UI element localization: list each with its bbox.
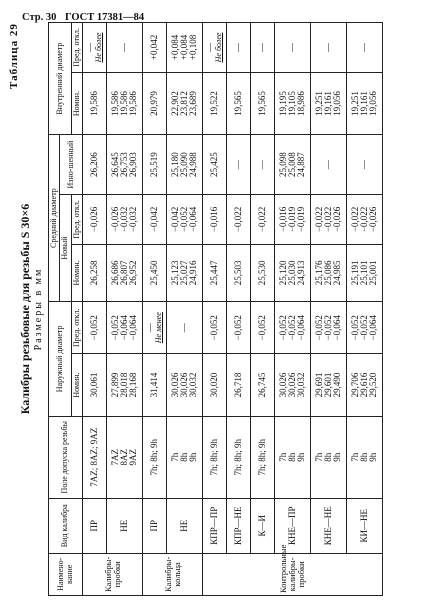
mid-nominal-cell bbox=[275, 244, 311, 301]
outer-limit-cell-value: −0,064 bbox=[368, 315, 379, 341]
worn-cell-value: 26,206 bbox=[88, 152, 99, 177]
inner-nominal-cell-value: 19,195 bbox=[277, 91, 288, 116]
mid-nominal-cell-value: 25,086 bbox=[322, 260, 333, 286]
col-outer-nominal: Номин. bbox=[71, 354, 82, 416]
inner-limit-cell bbox=[143, 23, 167, 73]
tolerance-cell-value: 7h; 8h; 9h bbox=[208, 439, 219, 476]
worn-cell bbox=[251, 135, 275, 195]
col-tolerance: Поле допуска резьбы bbox=[49, 416, 83, 498]
standard-number: ГОСТ 17381—84 bbox=[64, 12, 145, 23]
inner-limit-cell bbox=[167, 23, 203, 73]
worn-cell-value: 25,008 bbox=[286, 152, 297, 177]
outer-nominal-cell-value: 29,490 bbox=[332, 372, 343, 398]
worn-cell bbox=[227, 135, 251, 195]
inner-nominal-cell-value: 19,565 bbox=[232, 91, 243, 116]
outer-limit-cell-value: −0,052 bbox=[208, 315, 219, 341]
outer-limit-cell-value: −0,064 bbox=[118, 315, 129, 341]
worn-cell bbox=[203, 135, 227, 195]
rotated-content bbox=[0, 14, 424, 604]
inner-limit-cell-value: +0,084 bbox=[169, 34, 180, 61]
tolerance-cell-value: 8AZ bbox=[118, 449, 129, 466]
inner-nominal-cell-value: 23,689 bbox=[188, 91, 199, 116]
table-row bbox=[203, 23, 227, 596]
worn-cell bbox=[275, 135, 311, 195]
mid-limit-cell bbox=[347, 194, 383, 244]
table-row bbox=[275, 23, 311, 596]
inner-nominal-cell-value: 19,251 bbox=[349, 91, 360, 116]
mid-limit-cell-value: −0,022 bbox=[232, 206, 243, 233]
outer-limit-cell-value: −0,052 bbox=[256, 315, 267, 341]
tolerance-cell-value: 8h bbox=[286, 452, 297, 462]
worn-cell bbox=[311, 135, 347, 195]
inner-nominal-cell-value: 19,565 bbox=[256, 91, 267, 116]
tolerance-cell-value: 7h bbox=[169, 452, 180, 462]
outer-nominal-cell-value: 30,020 bbox=[208, 372, 219, 398]
inner-nominal-cell-value: 19,586 bbox=[118, 91, 129, 116]
mid-nominal-cell bbox=[167, 244, 203, 301]
inner-nominal-cell bbox=[167, 72, 203, 134]
table-subtitle: Размеры в мм bbox=[33, 267, 44, 351]
col-mid-nominal: Номин. bbox=[71, 244, 82, 301]
tolerance-cell-value: 7h; 8h; 9h bbox=[256, 439, 267, 476]
inner-limit-cell-value: — bbox=[118, 42, 129, 52]
mid-limit-cell-value: −0,026 bbox=[368, 206, 379, 233]
outer-limit-cell-value: −0,064 bbox=[128, 315, 139, 341]
outer-limit-cell bbox=[143, 302, 167, 354]
mid-nominal-cell-value: 26,952 bbox=[128, 260, 139, 286]
outer-nominal-cell bbox=[83, 354, 107, 416]
mid-limit-cell bbox=[275, 194, 311, 244]
mid-nominal-cell-value: 25,191 bbox=[349, 260, 360, 286]
table-row bbox=[347, 23, 383, 596]
section-label-rings: Калибры-кольца bbox=[143, 553, 203, 595]
gauge-kind: КИ—НЕ bbox=[347, 498, 383, 553]
outer-nominal-cell-value: 30,026 bbox=[178, 372, 189, 398]
mid-nominal-cell-value: 25,530 bbox=[256, 260, 267, 286]
tolerance-cell-value: 8h bbox=[358, 452, 369, 462]
inner-nominal-cell bbox=[227, 72, 251, 134]
outer-nominal-cell bbox=[251, 354, 275, 416]
outer-limit-cell bbox=[227, 302, 251, 354]
outer-limit-cell-value: — bbox=[144, 323, 155, 333]
mid-limit-cell-value: −0,052 bbox=[178, 206, 189, 233]
gauge-table bbox=[48, 22, 383, 596]
outer-nominal-cell bbox=[203, 354, 227, 416]
mid-nominal-cell-value: 24,985 bbox=[332, 260, 343, 286]
inner-nominal-cell bbox=[107, 72, 143, 134]
col-mid-limit: Пред. откл. bbox=[71, 194, 82, 244]
worn-cell-value: 25,180 bbox=[169, 152, 180, 177]
gauge-kind: НЕ bbox=[107, 498, 143, 553]
worn-cell-value: 24,988 bbox=[188, 152, 199, 177]
mid-nominal-cell-value: 26,258 bbox=[88, 260, 99, 286]
inner-nominal-cell-value: 19,161 bbox=[322, 91, 333, 116]
tolerance-cell bbox=[275, 416, 311, 498]
mid-limit-cell bbox=[107, 194, 143, 244]
outer-nominal-cell-value: 30,026 bbox=[286, 372, 297, 398]
outer-nominal-cell-value: 30,032 bbox=[296, 372, 307, 398]
worn-cell bbox=[107, 135, 143, 195]
outer-limit-cell-value: −0,064 bbox=[296, 315, 307, 341]
mid-limit-cell-value: −0,022 bbox=[349, 206, 360, 233]
gauge-kind: ПР bbox=[143, 498, 167, 553]
outer-nominal-cell bbox=[311, 354, 347, 416]
table-title: Калибры резьбовые для резьбы S 30×6 bbox=[18, 203, 32, 415]
mid-nominal-cell bbox=[251, 244, 275, 301]
inner-limit-cell-value: — bbox=[232, 42, 243, 52]
worn-cell-value: 25,090 bbox=[178, 152, 189, 177]
mid-limit-cell-value: −0,064 bbox=[188, 206, 199, 233]
table-row bbox=[311, 23, 347, 596]
tolerance-cell-value: 9AZ bbox=[128, 449, 139, 466]
mid-limit-cell-value: −0,016 bbox=[277, 206, 288, 233]
inner-nominal-cell-value: 19,251 bbox=[313, 91, 324, 116]
mid-limit-cell bbox=[203, 194, 227, 244]
table-row bbox=[83, 23, 107, 596]
mid-nominal-cell bbox=[347, 244, 383, 301]
outer-nominal-cell bbox=[107, 354, 143, 416]
outer-nominal-cell-value: 30,026 bbox=[169, 372, 180, 398]
inner-nominal-cell-value: 19,586 bbox=[128, 91, 139, 116]
col-worn: Изно-шенный bbox=[60, 135, 83, 195]
inner-limit-cell bbox=[347, 23, 383, 73]
inner-nominal-cell-value: 19,056 bbox=[332, 91, 343, 116]
mid-nominal-cell-value: 25,120 bbox=[277, 260, 288, 286]
worn-cell-value: — bbox=[232, 160, 243, 170]
outer-nominal-cell bbox=[143, 354, 167, 416]
col-kind: Вид калибра bbox=[49, 498, 83, 553]
outer-limit-cell-value: −0,052 bbox=[109, 315, 120, 341]
worn-cell-value: 25,519 bbox=[148, 152, 159, 177]
outer-nominal-cell-value: 30,032 bbox=[188, 372, 199, 398]
inner-limit-cell-value: — bbox=[204, 42, 215, 52]
gauge-kind: ПР bbox=[83, 498, 107, 553]
outer-limit-cell bbox=[275, 302, 311, 354]
mid-nominal-cell bbox=[107, 244, 143, 301]
tolerance-cell bbox=[143, 416, 167, 498]
gauge-kind: КНЕ—ПР bbox=[275, 498, 311, 553]
outer-limit-cell-value: −0,064 bbox=[332, 315, 343, 341]
section-label-plugs: Калибры-пробки bbox=[83, 553, 143, 595]
mid-nominal-cell-value: 25,447 bbox=[208, 260, 219, 286]
col-mid: Средний диаметр bbox=[49, 135, 60, 302]
section-label-control: Контрольные калибры-пробки bbox=[203, 553, 383, 595]
tolerance-cell-value: 9h bbox=[188, 452, 199, 462]
outer-nominal-cell-value: 29,520 bbox=[368, 372, 379, 398]
mid-limit-cell-value: −0,022 bbox=[358, 206, 369, 233]
outer-nominal-cell-value: 28,168 bbox=[128, 372, 139, 398]
outer-limit-cell-value: — bbox=[178, 323, 189, 333]
worn-cell-value: 26,753 bbox=[118, 152, 129, 177]
tolerance-cell-value: 7AZ; 8AZ; 9AZ bbox=[88, 427, 99, 487]
inner-limit-cell bbox=[83, 23, 107, 73]
table-row bbox=[167, 23, 203, 596]
mid-limit-cell-value: −0,026 bbox=[109, 206, 120, 233]
mid-nominal-cell-value: 25,030 bbox=[286, 260, 297, 286]
inner-limit-cell bbox=[251, 23, 275, 73]
mid-nominal-cell-value: 25,001 bbox=[368, 260, 379, 286]
outer-limit-cell-value: −0,052 bbox=[286, 315, 297, 341]
col-new: Новый bbox=[60, 194, 71, 301]
tolerance-cell bbox=[251, 416, 275, 498]
outer-nominal-cell bbox=[275, 354, 311, 416]
outer-limit-cell-value: −0,052 bbox=[313, 315, 324, 341]
outer-nominal-cell-value: 30,026 bbox=[277, 372, 288, 398]
worn-cell bbox=[143, 135, 167, 195]
worn-cell-value: — bbox=[256, 160, 267, 170]
outer-limit-cell-value: −0,052 bbox=[232, 315, 243, 341]
outer-limit-cell bbox=[311, 302, 347, 354]
outer-limit-cell bbox=[203, 302, 227, 354]
worn-cell bbox=[347, 135, 383, 195]
outer-nominal-cell bbox=[227, 354, 251, 416]
tolerance-cell-value: 9h bbox=[332, 452, 343, 462]
inner-note: Не более bbox=[214, 32, 224, 63]
tolerance-cell-value: 7h; 8h; 9h bbox=[232, 439, 243, 476]
outer-nominal-cell-value: 27,899 bbox=[109, 372, 120, 398]
tolerance-cell bbox=[83, 416, 107, 498]
inner-limit-cell bbox=[107, 23, 143, 73]
mid-nominal-cell bbox=[203, 244, 227, 301]
worn-cell-value: — bbox=[322, 160, 333, 170]
inner-nominal-cell-value: 18,986 bbox=[296, 91, 307, 116]
outer-nominal-cell-value: 28,018 bbox=[118, 372, 129, 398]
mid-nominal-cell bbox=[227, 244, 251, 301]
worn-cell-value: 24,887 bbox=[296, 152, 307, 177]
mid-limit-cell-value: −0,016 bbox=[208, 206, 219, 233]
inner-limit-cell-value: — bbox=[256, 42, 267, 52]
inner-nominal-cell-value: 19,586 bbox=[88, 91, 99, 116]
inner-limit-cell bbox=[275, 23, 311, 73]
inner-nominal-cell bbox=[143, 72, 167, 134]
mid-nominal-cell-value: 24,913 bbox=[296, 260, 307, 286]
outer-nominal-cell-value: 29,601 bbox=[322, 372, 333, 398]
gauge-kind: К—И bbox=[251, 498, 275, 553]
mid-limit-cell-value: −0,026 bbox=[332, 206, 343, 233]
mid-limit-cell-value: −0,042 bbox=[148, 206, 159, 233]
tolerance-cell bbox=[311, 416, 347, 498]
mid-limit-cell bbox=[143, 194, 167, 244]
worn-cell bbox=[83, 135, 107, 195]
inner-limit-cell bbox=[203, 23, 227, 73]
mid-nominal-cell bbox=[143, 244, 167, 301]
table-row bbox=[143, 23, 167, 596]
mid-nominal-cell-value: 25,101 bbox=[358, 260, 369, 286]
inner-nominal-cell bbox=[311, 72, 347, 134]
mid-limit-cell-value: −0,032 bbox=[118, 206, 129, 233]
mid-nominal-cell-value: 26,686 bbox=[109, 260, 120, 286]
mid-limit-cell-value: −0,032 bbox=[128, 206, 139, 233]
inner-limit-cell bbox=[311, 23, 347, 73]
worn-cell bbox=[167, 135, 203, 195]
inner-nominal-cell-value: 19,161 bbox=[358, 91, 369, 116]
tolerance-cell-value: 9h bbox=[368, 452, 379, 462]
table-number: Таблица 29 bbox=[8, 23, 20, 89]
col-inner-limit: Пред. откл. bbox=[71, 23, 82, 73]
inner-nominal-cell-value: 20,979 bbox=[148, 91, 159, 116]
mid-limit-cell bbox=[83, 194, 107, 244]
inner-nominal-cell bbox=[275, 72, 311, 134]
mid-limit-cell-value: −0,022 bbox=[313, 206, 324, 233]
mid-limit-cell-value: −0,019 bbox=[286, 206, 297, 233]
page-number: Стр. 30 bbox=[22, 12, 57, 23]
tolerance-cell-value: 7h bbox=[313, 452, 324, 462]
col-inner: Внутренний диаметр bbox=[49, 23, 72, 135]
tolerance-cell-value: 7AZ bbox=[109, 449, 120, 466]
table-row bbox=[227, 23, 251, 596]
inner-nominal-cell-value: 22,902 bbox=[169, 91, 180, 116]
worn-cell-value: — bbox=[358, 160, 369, 170]
mid-nominal-cell-value: 25,027 bbox=[178, 260, 189, 286]
inner-nominal-cell bbox=[203, 72, 227, 134]
gauge-kind: КПР—ПР bbox=[203, 498, 227, 553]
worn-cell-value: 26,645 bbox=[109, 152, 120, 177]
gauge-kind: КПР—НЕ bbox=[227, 498, 251, 553]
outer-nominal-cell-value: 30,061 bbox=[88, 372, 99, 398]
tolerance-cell bbox=[107, 416, 143, 498]
outer-nominal-cell bbox=[347, 354, 383, 416]
mid-nominal-cell-value: 25,123 bbox=[169, 260, 180, 286]
tolerance-cell-value: 9h bbox=[296, 452, 307, 462]
mid-nominal-cell-value: 24,916 bbox=[188, 260, 199, 286]
inner-nominal-cell-value: 19,105 bbox=[286, 91, 297, 116]
inner-nominal-cell-value: 23,812 bbox=[178, 91, 189, 116]
inner-nominal-cell-value: 19,522 bbox=[208, 91, 219, 116]
tolerance-cell bbox=[167, 416, 203, 498]
outer-limit-cell-value: −0,052 bbox=[358, 315, 369, 341]
inner-limit-cell-value: — bbox=[322, 42, 333, 52]
mid-nominal-cell-value: 26,807 bbox=[118, 260, 129, 286]
inner-limit-cell-value: +0,108 bbox=[188, 34, 199, 61]
inner-note: Не более bbox=[94, 32, 104, 63]
tolerance-cell bbox=[347, 416, 383, 498]
tolerance-cell-value: 7h; 8h; 9h bbox=[148, 439, 159, 476]
inner-nominal-cell bbox=[251, 72, 275, 134]
outer-limit-cell bbox=[347, 302, 383, 354]
gauge-kind: КНЕ—НЕ bbox=[311, 498, 347, 553]
outer-nominal-cell-value: 26,745 bbox=[256, 372, 267, 398]
outer-note: Не менее bbox=[154, 312, 164, 344]
table-row bbox=[107, 23, 143, 596]
header-row-1 bbox=[49, 23, 60, 596]
outer-nominal-cell bbox=[167, 354, 203, 416]
inner-limit-cell-value: — bbox=[286, 42, 297, 52]
outer-limit-cell bbox=[167, 302, 203, 354]
table-row bbox=[251, 23, 275, 596]
outer-nominal-cell-value: 26,718 bbox=[232, 372, 243, 398]
tolerance-cell bbox=[203, 416, 227, 498]
outer-limit-cell-value: −0,052 bbox=[322, 315, 333, 341]
inner-nominal-cell-value: 19,586 bbox=[109, 91, 120, 116]
tolerance-cell-value: 7h bbox=[349, 452, 360, 462]
mid-limit-cell-value: −0,019 bbox=[296, 206, 307, 233]
outer-limit-cell bbox=[83, 302, 107, 354]
worn-cell-value: 25,098 bbox=[277, 152, 288, 177]
tolerance-cell bbox=[227, 416, 251, 498]
col-outer-limit: Пред. откл. bbox=[71, 302, 82, 354]
mid-nominal-cell-value: 25,503 bbox=[232, 260, 243, 286]
gauge-kind: НЕ bbox=[167, 498, 203, 553]
inner-limit-cell-value: — bbox=[84, 42, 95, 52]
outer-limit-cell bbox=[107, 302, 143, 354]
mid-limit-cell-value: −0,022 bbox=[322, 206, 333, 233]
mid-limit-cell bbox=[251, 194, 275, 244]
mid-limit-cell bbox=[167, 194, 203, 244]
inner-nominal-cell bbox=[83, 72, 107, 134]
worn-cell-value: 26,903 bbox=[128, 152, 139, 177]
inner-limit-cell-value: +0,084 bbox=[178, 34, 189, 61]
outer-limit-cell-value: −0,052 bbox=[277, 315, 288, 341]
mid-limit-cell bbox=[311, 194, 347, 244]
outer-nominal-cell-value: 31,414 bbox=[148, 372, 159, 398]
inner-limit-cell bbox=[227, 23, 251, 73]
inner-limit-cell-value: — bbox=[358, 42, 369, 52]
tolerance-cell-value: 8h bbox=[322, 452, 333, 462]
inner-nominal-cell bbox=[347, 72, 383, 134]
worn-cell-value: 25,425 bbox=[208, 152, 219, 177]
tolerance-cell-value: 8h bbox=[178, 452, 189, 462]
mid-limit-cell-value: −0,026 bbox=[88, 206, 99, 233]
mid-nominal-cell bbox=[83, 244, 107, 301]
tolerance-cell-value: 7h bbox=[277, 452, 288, 462]
outer-limit-cell-value: −0,052 bbox=[349, 315, 360, 341]
outer-nominal-cell-value: 29,616 bbox=[358, 372, 369, 398]
outer-limit-cell-value: −0,052 bbox=[88, 315, 99, 341]
mid-limit-cell bbox=[227, 194, 251, 244]
col-outer: Наружный диаметр bbox=[49, 302, 72, 417]
mid-limit-cell-value: −0,022 bbox=[256, 206, 267, 233]
outer-nominal-cell-value: 29,691 bbox=[313, 372, 324, 398]
outer-nominal-cell-value: 29,706 bbox=[349, 372, 360, 398]
inner-nominal-cell-value: 19,056 bbox=[368, 91, 379, 116]
col-name: Наимено-вание bbox=[49, 553, 83, 595]
table-body bbox=[83, 23, 383, 596]
col-inner-nominal: Номин. bbox=[71, 72, 82, 134]
mid-nominal-cell-value: 25,176 bbox=[313, 260, 324, 286]
mid-limit-cell-value: −0,042 bbox=[169, 206, 180, 233]
mid-nominal-cell-value: 25,450 bbox=[148, 260, 159, 286]
outer-limit-cell bbox=[251, 302, 275, 354]
mid-nominal-cell bbox=[311, 244, 347, 301]
inner-limit-cell-value: +0,042 bbox=[148, 34, 159, 61]
